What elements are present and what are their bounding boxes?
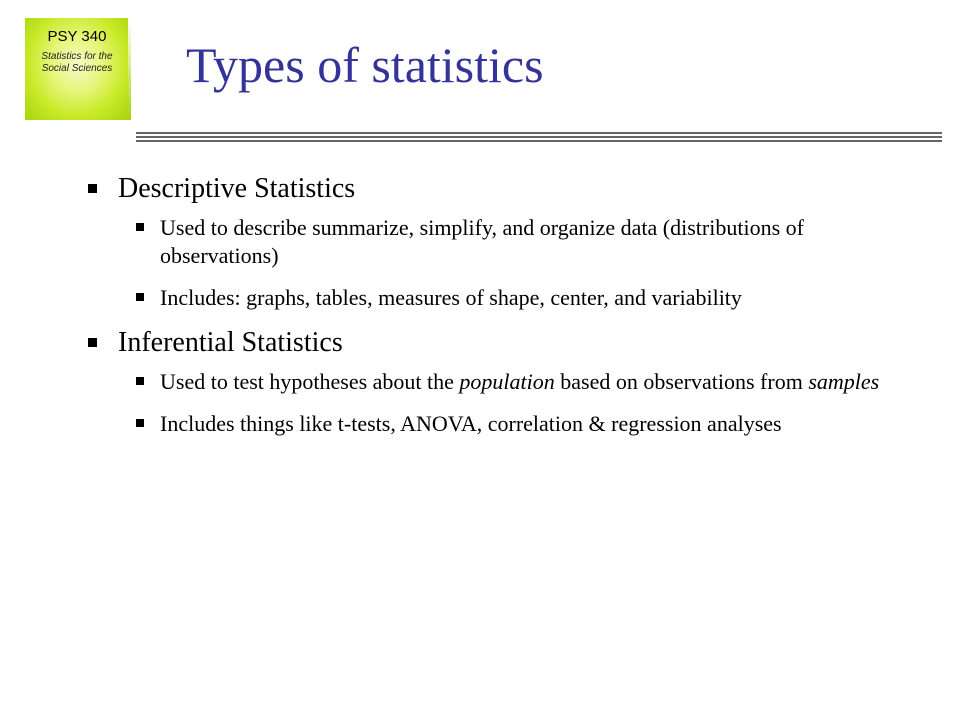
square-bullet-icon bbox=[136, 419, 144, 427]
emphasis-population: population bbox=[459, 369, 555, 394]
list-item bbox=[126, 368, 924, 396]
square-bullet-icon bbox=[136, 293, 144, 301]
course-logo bbox=[25, 18, 129, 120]
square-bullet-icon bbox=[136, 223, 144, 231]
square-bullet-icon bbox=[136, 377, 144, 385]
list-item bbox=[126, 284, 924, 312]
list-item bbox=[126, 410, 924, 438]
title-rule-line bbox=[136, 136, 942, 138]
list-item bbox=[126, 214, 924, 270]
course-subtitle-line2: Social Sciences bbox=[41, 63, 113, 74]
course-code: PSY 340 bbox=[47, 28, 107, 45]
slide-body bbox=[84, 172, 924, 452]
logo-edge-bar bbox=[128, 18, 131, 120]
slide-title: Types of statistics bbox=[186, 37, 544, 93]
title-rule-line bbox=[136, 132, 942, 134]
list-item-text: Includes: graphs, tables, measures of shape, center, and variability bbox=[160, 285, 742, 310]
text-segment: Used to test hypotheses about the bbox=[160, 369, 460, 394]
section-heading-text: Inferential Statistics bbox=[118, 327, 343, 358]
title-rule-line bbox=[136, 140, 942, 142]
list-item-text bbox=[160, 369, 879, 394]
square-bullet-icon bbox=[88, 338, 97, 347]
section-heading-inferential bbox=[84, 326, 924, 360]
list-item-text: Includes things like t-tests, ANOVA, correlation & regression analyses bbox=[160, 411, 782, 436]
course-subtitle-line1: Statistics for the bbox=[41, 51, 113, 62]
square-bullet-icon bbox=[88, 184, 97, 193]
section-heading-text: Descriptive Statistics bbox=[118, 173, 356, 204]
list-item-text: Used to describe summarize, simplify, and organize data (distributions of observations) bbox=[160, 215, 804, 268]
text-segment: based on observations from bbox=[554, 369, 809, 394]
emphasis-samples: samples bbox=[808, 369, 880, 394]
section-heading-descriptive bbox=[84, 172, 924, 206]
